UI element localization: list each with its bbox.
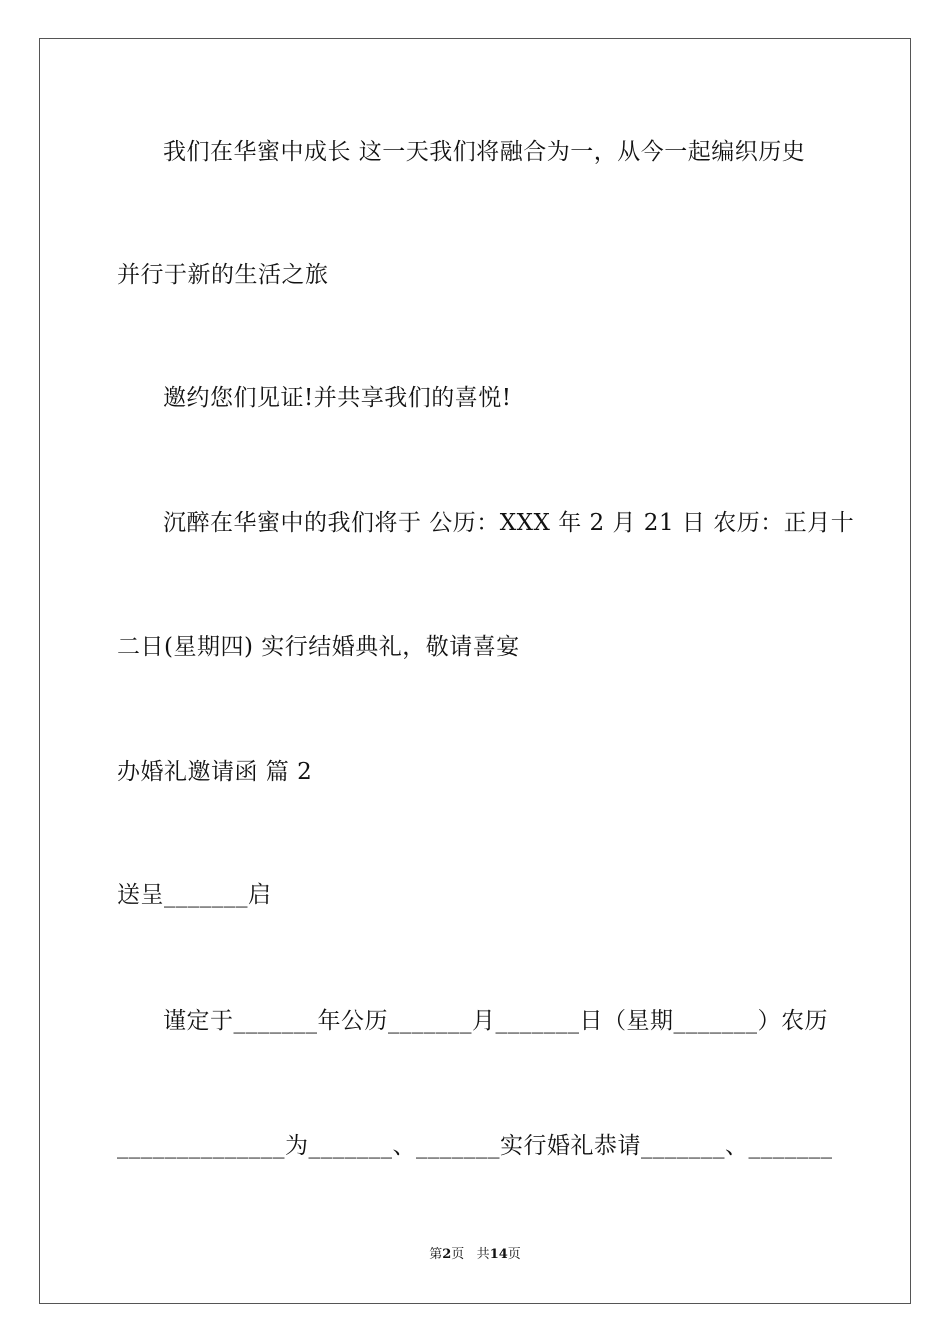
paragraph-line-2: 并行于新的生活之旅 <box>117 262 329 288</box>
section-heading: 办婚礼邀请函 篇 2 <box>117 759 313 785</box>
paragraph-line-9: ______________为_______、_______实行婚礼恭请_______、_______ <box>117 1133 833 1159</box>
footer-total-prefix: 共 <box>476 1247 490 1262</box>
paragraph-line-5: 二日(星期四) 实行结婚典礼，敬请喜宴 <box>117 634 520 660</box>
paragraph-line-1: 我们在华蜜中成长 这一天我们将融合为一，从今一起编织历史 <box>163 139 806 165</box>
footer-page-number: 2 <box>442 1247 452 1262</box>
footer-page-suffix: 页 <box>451 1247 465 1262</box>
paragraph-line-4: 沉醉在华蜜中的我们将于 公历：XXX 年 2 月 21 日 农历：正月十 <box>163 510 855 536</box>
page-footer <box>0 1246 950 1264</box>
paragraph-line-7: 送呈_______启 <box>117 882 272 908</box>
footer-total-pages: 14 <box>489 1247 508 1262</box>
footer-total-suffix: 页 <box>507 1247 521 1262</box>
paragraph-line-3: 邀约您们见证!并共享我们的喜悦! <box>163 385 512 411</box>
page-border <box>39 38 911 1304</box>
paragraph-line-8: 谨定于_______年公历_______月_______日（星期_______）农历 <box>163 1008 828 1034</box>
footer-page-prefix: 第 <box>429 1247 443 1262</box>
